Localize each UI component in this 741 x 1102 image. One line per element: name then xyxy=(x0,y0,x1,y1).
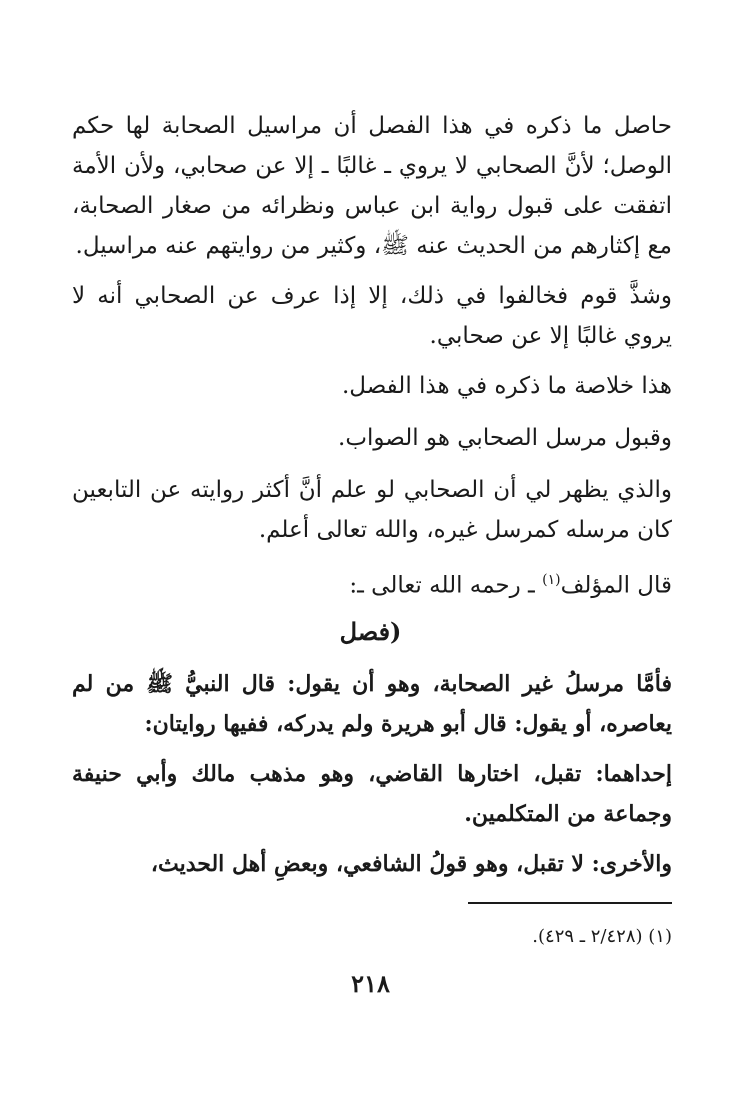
author-note-suffix: ـ رحمه الله تعالى ـ: xyxy=(349,572,543,599)
paragraph-acceptance: وقبول مرسل الصحابي هو الصواب. xyxy=(338,425,672,451)
paragraph-second-narration: والأخرى: لا تقبل، وهو قولُ الشافعي، وبعضِ أهل الحديث، xyxy=(150,851,672,877)
page-number: ٢١٨ xyxy=(351,969,390,998)
paragraph-mursal-non-companion: فأمَّا مرسلُ غير الصحابة، وهو أن يقول: قال النبيُّ ﷺ من لم يعاصره، أو يقول: قال أبو هريرة ولم يدركه، ففيها روايتان: xyxy=(72,671,672,737)
footnote-reference: (١) xyxy=(542,572,561,588)
paragraph-first-narration: إحداهما: تقبل، اختارها القاضي، وهو مذهب مالك وأبي حنيفة وجماعة من المتكلمين. xyxy=(72,761,672,827)
paragraph-summary: حاصل ما ذكره في هذا الفصل أن مراسيل الصحابة لها حكم الوصل؛ لأنَّ الصحابي لا يروي ـ غالبًا ـ إلا عن صحابي، ولأن الأمة اتفقت على قبول رواية ابن عباس ونظرائه من صغار الصحابة، مع إكثارهم من الحديث عنه ﷺ، وكثير من روايتهم عنه مراسيل. xyxy=(72,113,672,259)
footnote: (١) (٢/٤٢٨ ـ ٤٢٩). xyxy=(532,926,672,947)
author-note xyxy=(72,560,672,606)
paragraph-opinion: والذي يظهر لي أن الصحابي لو علم أنَّ أكثر روايته عن التابعين كان مرسله كمرسل غيره، والله تعالى أعلم. xyxy=(72,477,672,543)
paragraph-dissent: وشذَّ قوم فخالفوا في ذلك، إلا إذا عرف عن الصحابي أنه لا يروي غالبًا إلا عن صحابي. xyxy=(72,283,672,349)
section-heading: (فصل xyxy=(339,617,402,646)
footnote-divider xyxy=(468,902,672,904)
author-note-prefix: قال المؤلف xyxy=(560,572,672,599)
paragraph-conclusion: هذا خلاصة ما ذكره في هذا الفصل. xyxy=(342,373,672,399)
